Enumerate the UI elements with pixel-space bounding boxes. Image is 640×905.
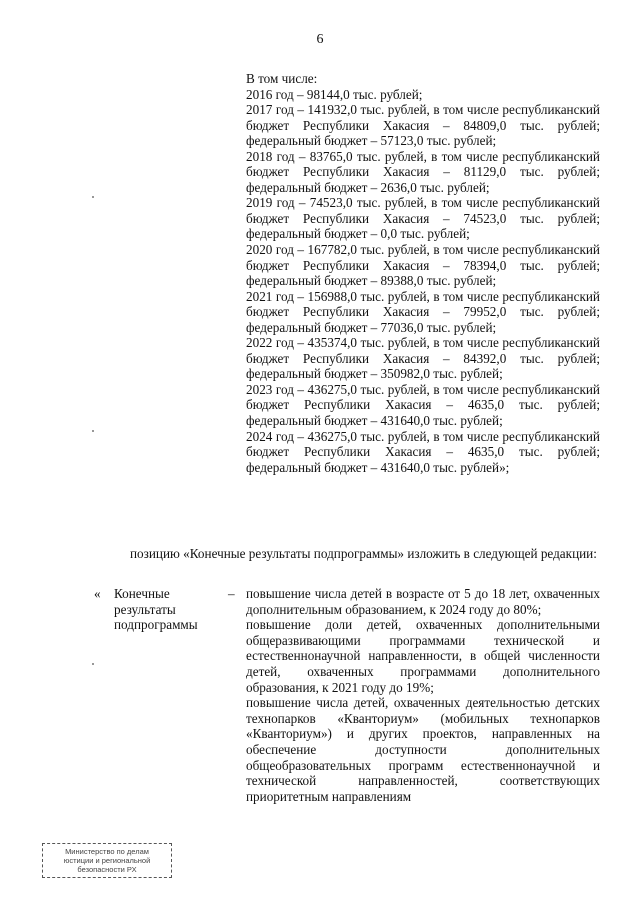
result-item: повышение числа детей в возрасте от 5 до 18 лет, охваченных дополнительным образованием, к 2024 году до 80%;	[246, 586, 600, 617]
scan-speck	[92, 663, 94, 665]
results-label-line: Конечные	[114, 586, 170, 601]
results-label	[114, 586, 234, 633]
budget-line: В том числе:	[246, 71, 318, 86]
stamp-line: юстиции и региональной	[63, 856, 151, 865]
amendment-intro: позицию «Конечные результаты подпрограммы» изложить в следующей редакции:	[130, 546, 597, 561]
budget-line: 2023 год – 436275,0 тыс. рублей, в том числе республиканский бюджет Республики Хакасия – 4635,0 тыс. рублей; федеральный бюджет – 431640,0 тыс. рублей;	[246, 381, 600, 429]
scan-speck	[92, 196, 94, 198]
result-item: повышение числа детей, охваченных деятельностью детских технопарков «Кванториум» (мобильных технопарков «Кванториум») и других проектов, направленных на обеспечение доступности дополнительных общеобразовательных программ естественнонаучной и технической направленностей, соответствующих приоритетным направлениям	[246, 695, 600, 804]
scan-speck	[92, 430, 94, 432]
registration-stamp	[42, 843, 172, 878]
results-label-line: подпрограммы	[114, 617, 198, 633]
budget-line: 2017 год – 141932,0 тыс. рублей, в том числе республиканский бюджет Республики Хакасия – 84809,0 тыс. рублей; федеральный бюджет – 57123,0 тыс. рублей;	[246, 102, 600, 149]
budget-line: 2020 год – 167782,0 тыс. рублей, в том числе республиканский бюджет Республики Хакасия – 78394,0 тыс. рублей; федеральный бюджет – 89388,0 тыс. рублей;	[246, 242, 600, 289]
budget-line: 2022 год – 435374,0 тыс. рублей, в том числе республиканский бюджет Республики Хакасия – 84392,0 тыс. рублей; федеральный бюджет – 350982,0 тыс. рублей;	[246, 335, 600, 382]
budget-line: 2021 год – 156988,0 тыс. рублей, в том числе республиканский бюджет Республики Хакасия – 79952,0 тыс. рублей; федеральный бюджет – 77036,0 тыс. рублей;	[246, 288, 600, 335]
budget-breakdown	[246, 71, 600, 475]
budget-line: 2019 год – 74523,0 тыс. рублей, в том числе республиканский бюджет Республики Хакасия – 74523,0 тыс. рублей; федеральный бюджет – 0,0 тыс. рублей;	[246, 195, 600, 242]
results-label-line: результаты	[114, 601, 176, 617]
stamp-line: Министерство по делам	[65, 847, 149, 856]
page-number: 6	[316, 32, 324, 47]
budget-line: 2018 год – 83765,0 тыс. рублей, в том числе республиканский бюджет Республики Хакасия – 81129,0 тыс. рублей; федеральный бюджет – 2636,0 тыс. рублей;	[246, 148, 600, 195]
stamp-line: безопасности РХ	[77, 865, 137, 874]
results-list	[246, 586, 600, 804]
opening-quote: «	[94, 586, 101, 601]
budget-line: 2024 год – 436275,0 тыс. рублей, в том числе республиканский бюджет Республики Хакасия – 4635,0 тыс. рублей; федеральный бюджет – 431640,0 тыс. рублей»;	[246, 428, 600, 475]
label-dash: –	[228, 586, 235, 601]
result-item: повышение доли детей, охваченных дополнительными общеразвивающими программами технической и естественнонаучной направленности, в общей численности детей, охваченных программами дополнительного образования, к 2021 году до 19%;	[246, 617, 600, 695]
budget-line: 2016 год – 98144,0 тыс. рублей;	[246, 86, 423, 102]
